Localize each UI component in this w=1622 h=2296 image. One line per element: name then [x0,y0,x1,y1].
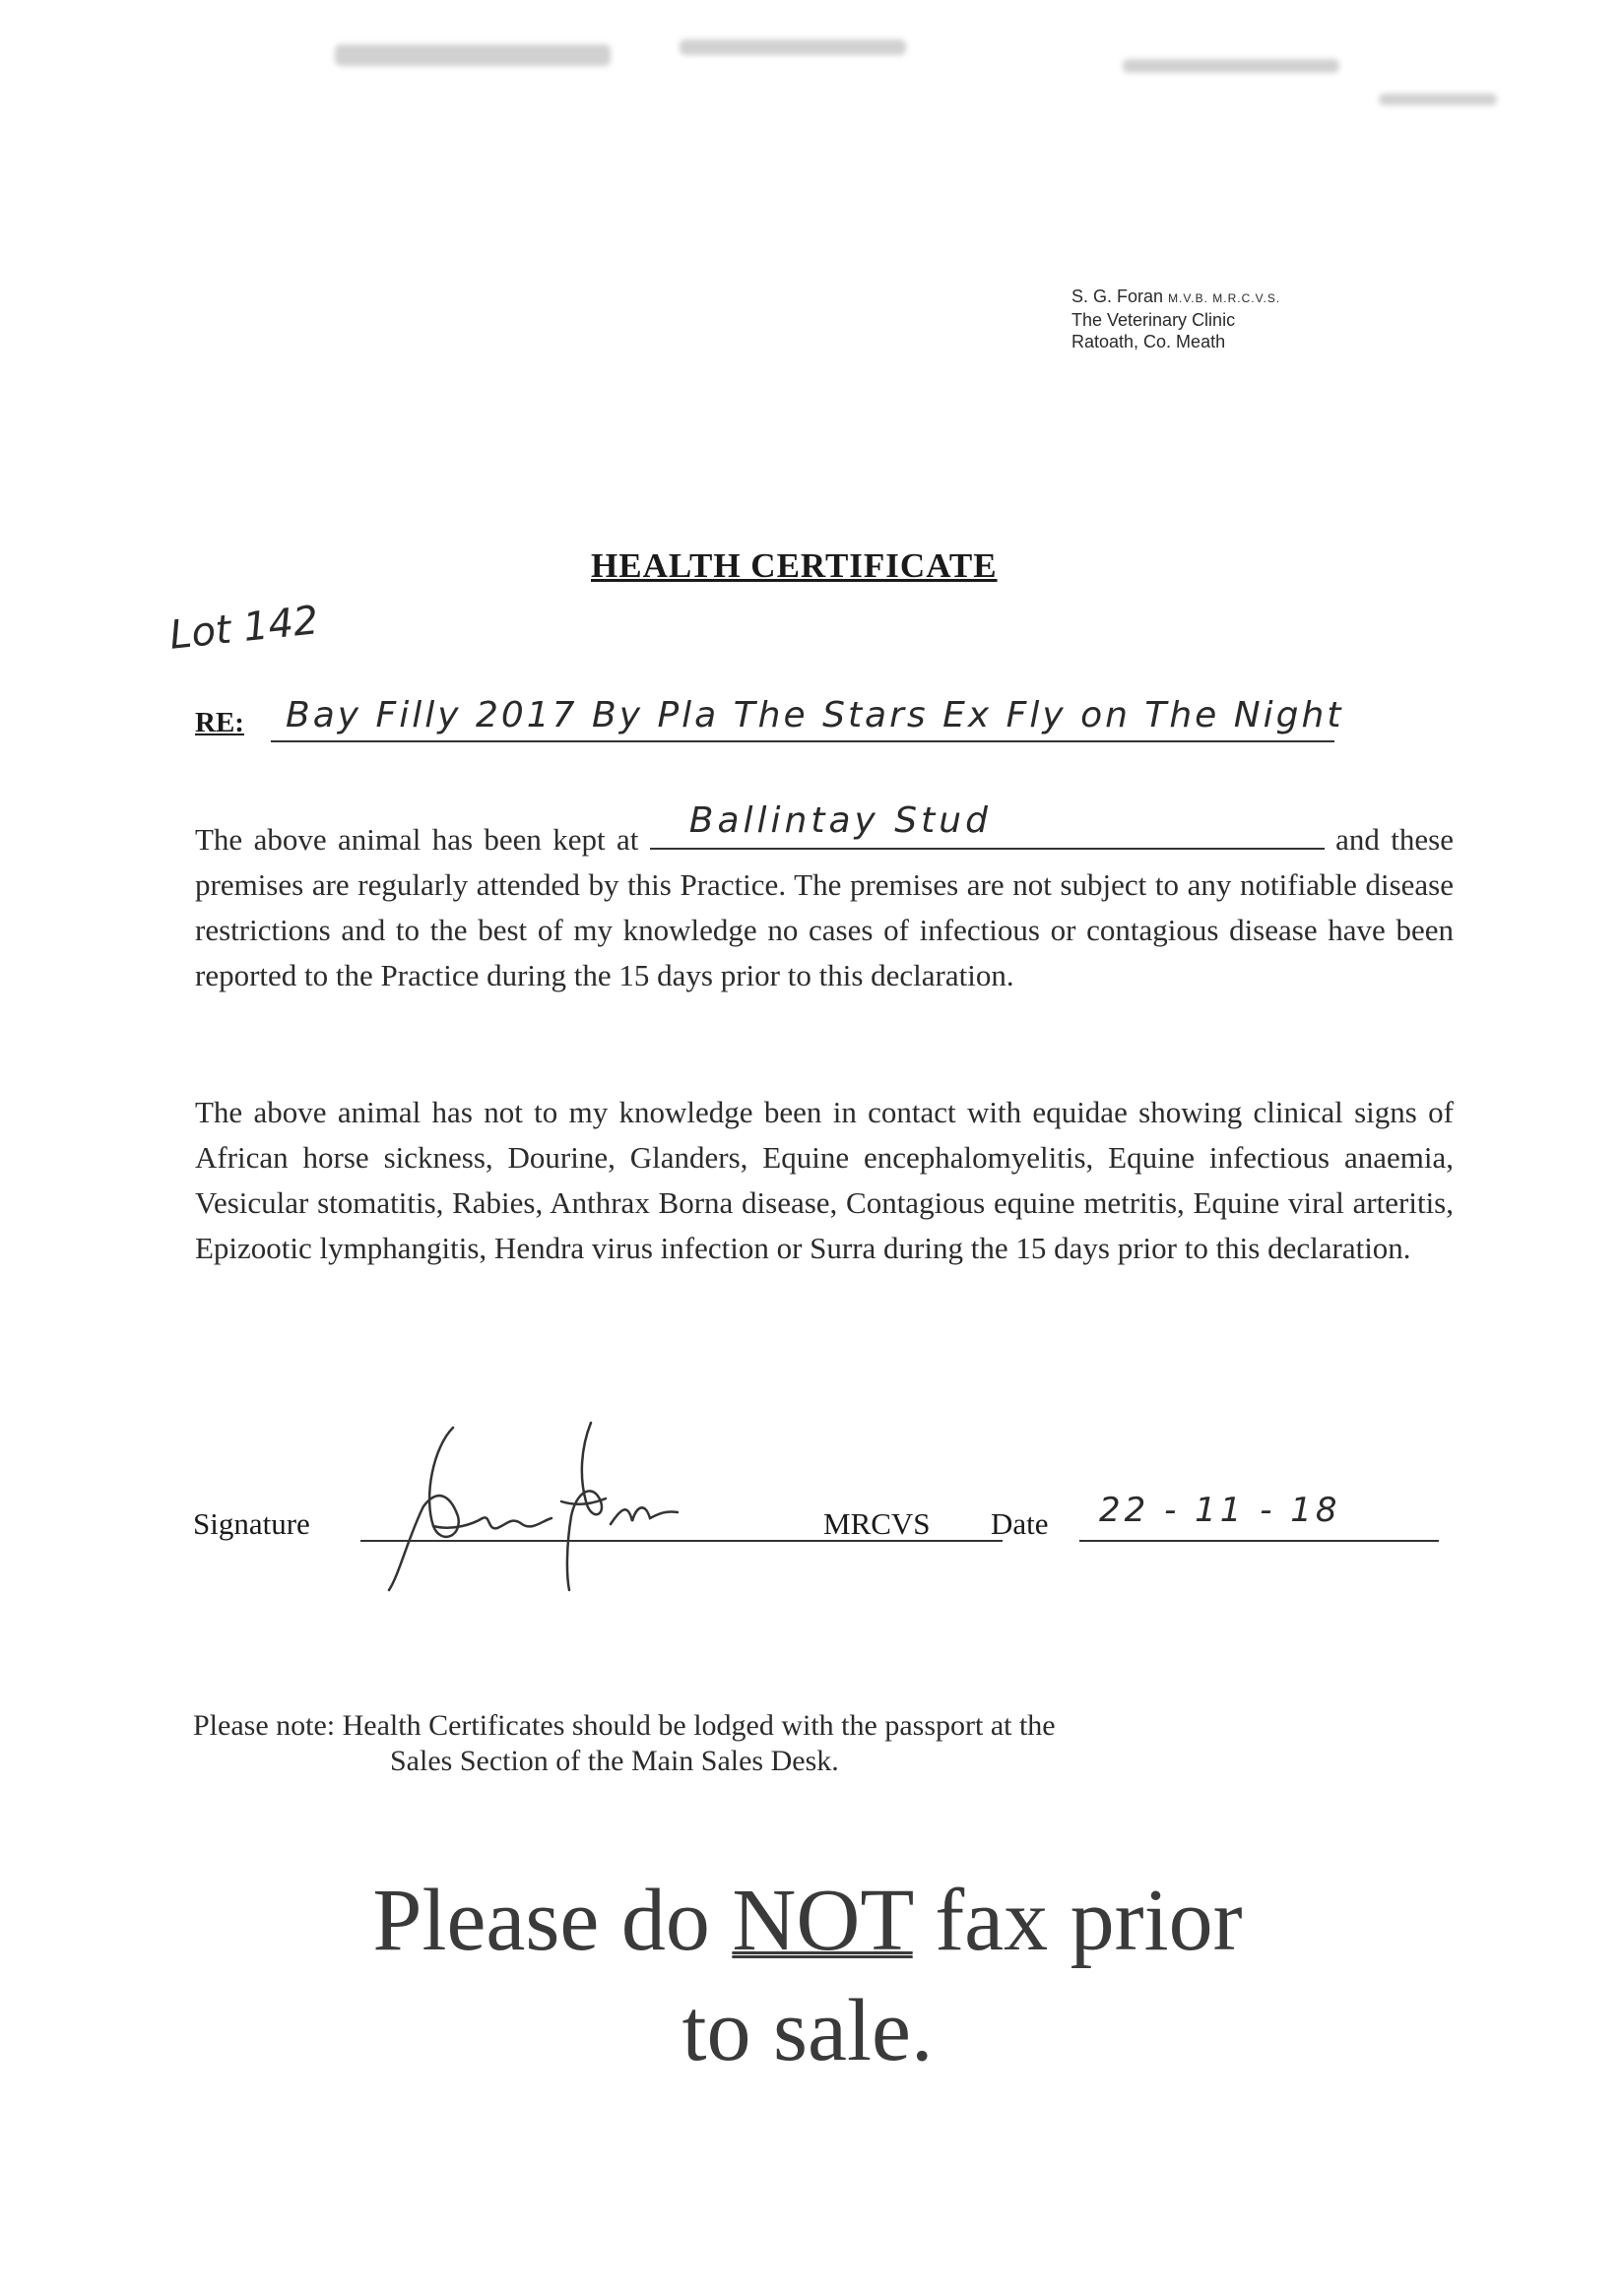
kept-at-field [650,800,1325,850]
signature-label: Signature [193,1506,310,1541]
contact-paragraph: The above animal has not to my knowledge been in contact with equidae showing clinical signs of African horse sickness, Dourine, Glanders, Equine encephalomyelitis, Equine infectious anaemia, Vesicular stomatitis, Rabies, Anthrax Borna disease, Contagious equine metritis, Equine viral arteritis, Epizootic lymphangitis, Hendra virus infection or Surra during the 15 days prior to this declaration. [195,1095,1454,1265]
clinic-address: Ratoath, Co. Meath [1071,332,1226,351]
scan-artifact [1379,94,1497,105]
fax-notice-emphasis: NOT [732,1872,913,1969]
vet-credentials: M.V.B. M.R.C.V.S. [1168,291,1281,305]
kept-at-value: Ballintay Stud [688,800,992,841]
date-label: Date [991,1506,1049,1541]
fax-notice-line-2: to sale. [681,1982,934,2079]
premises-paragraph [195,800,1454,998]
note-line-2: Sales Section of the Main Sales Desk. [390,1745,839,1777]
date-line [1079,1540,1439,1542]
scan-artifact [680,39,906,55]
clinic-name: The Veterinary Clinic [1071,310,1236,330]
letterhead [1071,286,1396,352]
note-prefix: Please note: [193,1709,336,1742]
date-value: 22 - 11 - 18 [1099,1491,1341,1530]
handwritten-signature [364,1408,739,1595]
re-label: RE: [195,707,244,738]
fax-notice-part-1: Please do [372,1872,710,1969]
vet-name: S. G. Foran [1071,287,1164,306]
scan-artifact [1123,59,1339,73]
lodging-note [193,1708,1056,1779]
mrcvs-label: MRCVS [823,1506,931,1541]
document-title: HEALTH CERTIFICATE [591,546,998,585]
para1-body: and these premises are regularly attended by this Practice. The premises are not subject to any notifiable disease restrictions and to the best of my knowledge no cases of infectious or contagious disease have been reported to the Practice during the 15 days prior to this declaration. [195,822,1454,992]
lot-number: Lot 142 [167,598,321,659]
para1-lead: The above animal has been kept at [195,822,639,857]
fax-notice-part-2: fax prior [935,1872,1243,1969]
fax-notice [177,1866,1438,2086]
note-line-1: Health Certificates should be lodged with the passport at the [342,1709,1056,1742]
scan-artifact [335,44,611,66]
re-value: Bay Filly 2017 By Pla The Stars Ex Fly on The Night [286,695,1344,735]
re-underline [271,740,1334,742]
fax-notice-line-1 [177,1866,1438,1976]
